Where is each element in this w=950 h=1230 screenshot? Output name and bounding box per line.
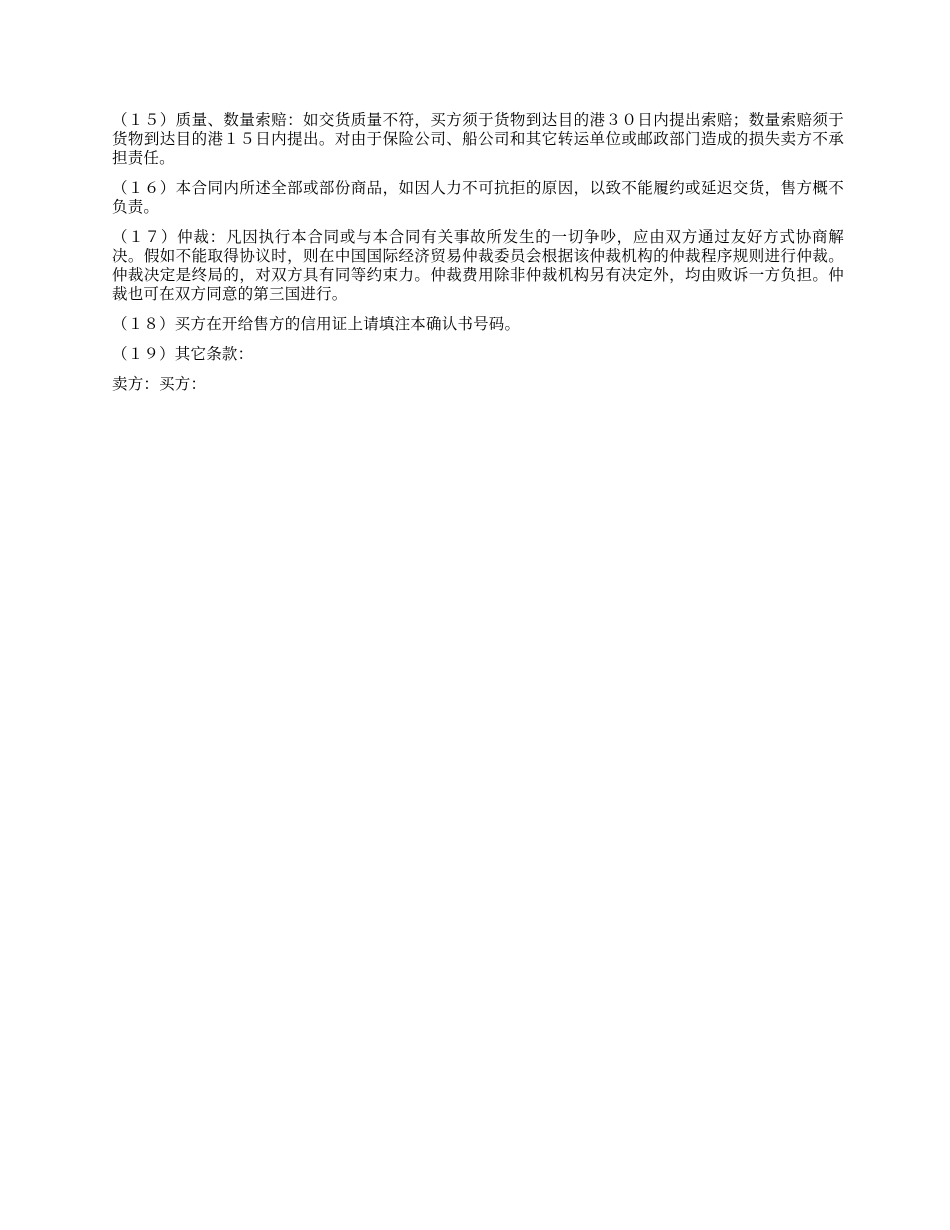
clause-17-arbitration: （１７）仲裁：凡因执行本合同或与本合同有关事故所发生的一切争吵，应由双方通过友好方式协商解决。假如不能取得协议时，则在中国国际经济贸易仲裁委员会根据该仲裁机构的仲裁程序规则进行仲裁。仲裁决定是终局的，对双方具有同等约束力。仲裁费用除非仲裁机构另有决定外，均由败诉一方负担。仲裁也可在双方同意的第三国进行。 [112, 228, 844, 303]
clause-19-other-terms: （１９）其它条款： [112, 345, 254, 363]
clause-15-quality-quantity-claims: （１５）质量、数量索赔：如交货质量不符，买方须于货物到达目的港３０日内提出索赔；数量索赔须于货物到达目的港１５日内提出。对由于保险公司、船公司和其它转运单位或邮政部门造成的损失卖方不承担责任。 [112, 111, 844, 167]
signature-line-seller-buyer: 卖方：买方： [112, 375, 207, 393]
clause-18-letter-of-credit: （１８）买方在开给售方的信用证上请填注本确认书号码。 [112, 315, 521, 333]
clause-16-force-majeure: （１６）本合同内所述全部或部份商品，如因人力不可抗拒的原因，以致不能履约或延迟交货，售方概不负责。 [112, 179, 844, 216]
document-page [112, 111, 844, 394]
